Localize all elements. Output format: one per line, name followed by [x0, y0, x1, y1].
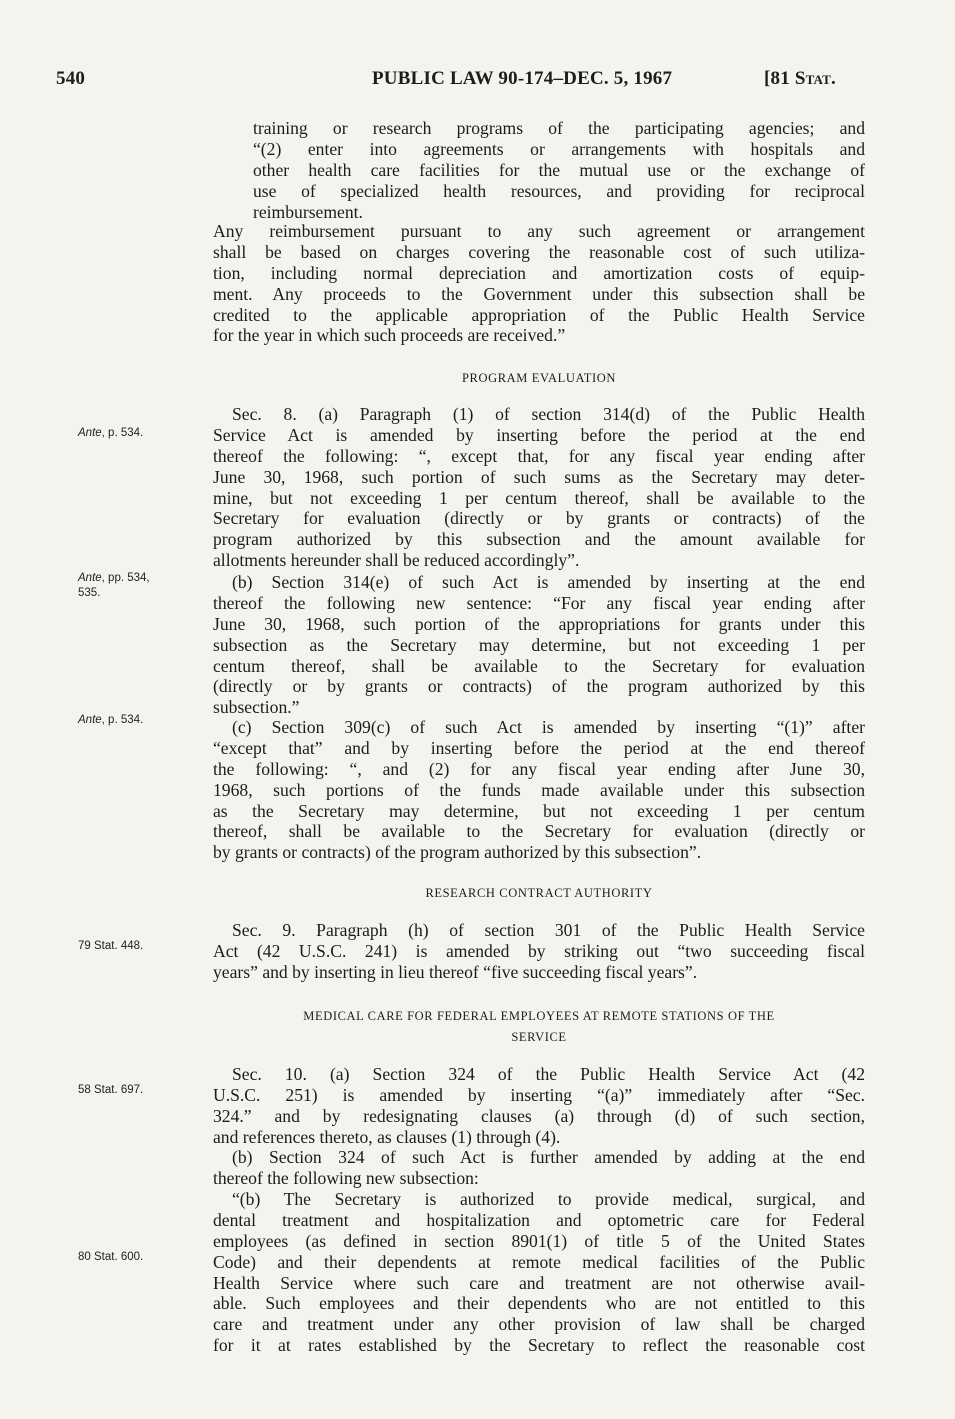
text-line: training or research programs of the participating agencies; and: [253, 118, 865, 138]
text-line: mine, but not exceeding 1 per centum thereof, shall be available to the: [213, 487, 865, 508]
section-heading: PROGRAM EVALUATION: [462, 371, 616, 385]
text-line: Service Act is amended by inserting before the period at the end: [213, 424, 865, 445]
text-line: 324.” and by redesignating clauses (a) through (d) of such section,: [213, 1105, 865, 1126]
section-9: [213, 920, 865, 983]
text-line: Sec. 10. (a) Section 324 of the Public Health Service Act (42: [232, 1064, 865, 1084]
text-line: Health Service where such care and treatment are not otherwise avail-: [213, 1272, 865, 1293]
section-8c: [213, 717, 865, 863]
text-line: 1968, such portions of the funds made available under this subsection: [213, 779, 865, 800]
text-line: able. Such employees and their dependents who are not entitled to this: [213, 1293, 865, 1314]
text-line: employees (as defined in section 8901(1) of title 5 of the United States: [213, 1230, 865, 1251]
text-line: as the Secretary may determine, but not exceeding 1 per centum: [213, 800, 865, 821]
text-line: U.S.C. 251) is amended by inserting “(a)” immediately after “Sec.: [213, 1084, 865, 1105]
text-line: shall be based on charges covering the reasonable cost of such utiliza-: [213, 241, 865, 262]
section-10b: [213, 1147, 865, 1189]
margin-note: 80 Stat. 600.: [78, 1251, 144, 1263]
text-line: program authorized by this subsection and the amount available for: [213, 529, 865, 550]
margin-note: Ante, pp. 534,: [78, 572, 150, 584]
text-line: ment. Any proceeds to the Government under this subsection shall be: [213, 283, 865, 304]
section-8b: [213, 572, 865, 718]
text-line: for it at rates established by the Secretary to reflect the reasonable cost: [213, 1335, 865, 1356]
text-line: thereof the following new sentence: “For any fiscal year ending after: [213, 592, 865, 613]
margin-note: Ante, p. 534.: [78, 714, 144, 726]
section-8a: [213, 404, 865, 571]
text-line: subsection as the Secretary may determine, but not exceeding 1 per: [213, 634, 865, 655]
paragraph: [213, 221, 865, 346]
text-line: other health care facilities for the mutual use or the exchange of: [253, 159, 865, 180]
text-line: by grants or contracts) of the program authorized by this subsection”.: [213, 842, 702, 863]
text-line: tion, including normal depreciation and amortization costs of equip-: [213, 262, 865, 283]
margin-note: Ante, p. 534.: [78, 427, 144, 439]
text-line: reimbursement.: [253, 201, 363, 222]
page-number: 540: [56, 68, 86, 89]
text-line: Code) and their dependents at remote medical facilities of the Public: [213, 1251, 865, 1272]
text-line: “(b) The Secretary is authorized to provide medical, surgical, and: [232, 1189, 865, 1209]
text-line: Any reimbursement pursuant to any such agreement or arrangement: [213, 221, 865, 241]
text-line: “(2) enter into agreements or arrangements with hospitals and: [253, 138, 865, 159]
paragraph: [253, 118, 865, 222]
section-heading: MEDICAL CARE FOR FEDERAL EMPLOYEES AT REMOTE STATIONS OF THE: [303, 1009, 775, 1023]
margin-note: 535.: [78, 587, 101, 599]
section-heading: RESEARCH CONTRACT AUTHORITY: [425, 886, 653, 900]
text-line: thereof the following new subsection:: [213, 1167, 479, 1188]
text-line: dental treatment and hospitalization and optometric care for Federal: [213, 1209, 865, 1230]
text-line: “except that” and by inserting before the period at the end thereof: [213, 737, 865, 758]
text-line: Sec. 9. Paragraph (h) of section 301 of the Public Health Service: [232, 920, 865, 940]
text-line: (b) Section 324 of such Act is further amended by adding at the end: [232, 1147, 865, 1167]
text-line: (b) Section 314(e) of such Act is amended by inserting at the end: [232, 572, 865, 592]
statute-reference: [81 Stat.: [764, 68, 836, 89]
section-10a: [213, 1064, 865, 1148]
text-line: (c) Section 309(c) of such Act is amended by inserting “(1)” after: [232, 717, 865, 737]
text-line: the following: “, and (2) for any fiscal year ending after June 30,: [213, 758, 865, 779]
text-line: Secretary for evaluation (directly or by grants or contracts) of the: [213, 508, 865, 529]
text-line: allotments hereunder shall be reduced accordingly”.: [213, 550, 580, 571]
text-line: centum thereof, shall be available to the Secretary for evaluation: [213, 655, 865, 676]
section-heading-cont: SERVICE: [511, 1030, 567, 1044]
page-title: PUBLIC LAW 90-174–DEC. 5, 1967: [372, 68, 673, 89]
text-line: thereof the following: “, except that, for any fiscal year ending after: [213, 445, 865, 466]
text-line: credited to the applicable appropriation of the Public Health Service: [213, 304, 865, 325]
margin-note: 58 Stat. 697.: [78, 1084, 144, 1096]
margin-note: 79 Stat. 448.: [78, 940, 144, 952]
text-line: (directly or by grants or contracts) of the program authorized by this: [213, 676, 865, 697]
text-line: care and treatment under any other provision of law shall be charged: [213, 1314, 865, 1335]
text-line: use of specialized health resources, and providing for reciprocal: [253, 180, 865, 201]
text-line: June 30, 1968, such portion of the appropriations for grants under this: [213, 613, 865, 634]
text-line: thereof, shall be available to the Secretary for evaluation (directly or: [213, 821, 865, 842]
text-line: and references thereto, as clauses (1) through (4).: [213, 1126, 561, 1147]
text-line: Sec. 8. (a) Paragraph (1) of section 314(d) of the Public Health: [232, 404, 865, 424]
text-line: June 30, 1968, such portion of such sums as the Secretary may deter-: [213, 466, 865, 487]
text-line: for the year in which such proceeds are received.”: [213, 325, 566, 346]
text-line: subsection.”: [213, 697, 300, 718]
text-line: Act (42 U.S.C. 241) is amended by striking out “two succeeding fiscal: [213, 940, 865, 961]
section-10b-quote: [213, 1189, 865, 1356]
text-line: years” and by inserting in lieu thereof “five succeeding fiscal years”.: [213, 961, 698, 982]
